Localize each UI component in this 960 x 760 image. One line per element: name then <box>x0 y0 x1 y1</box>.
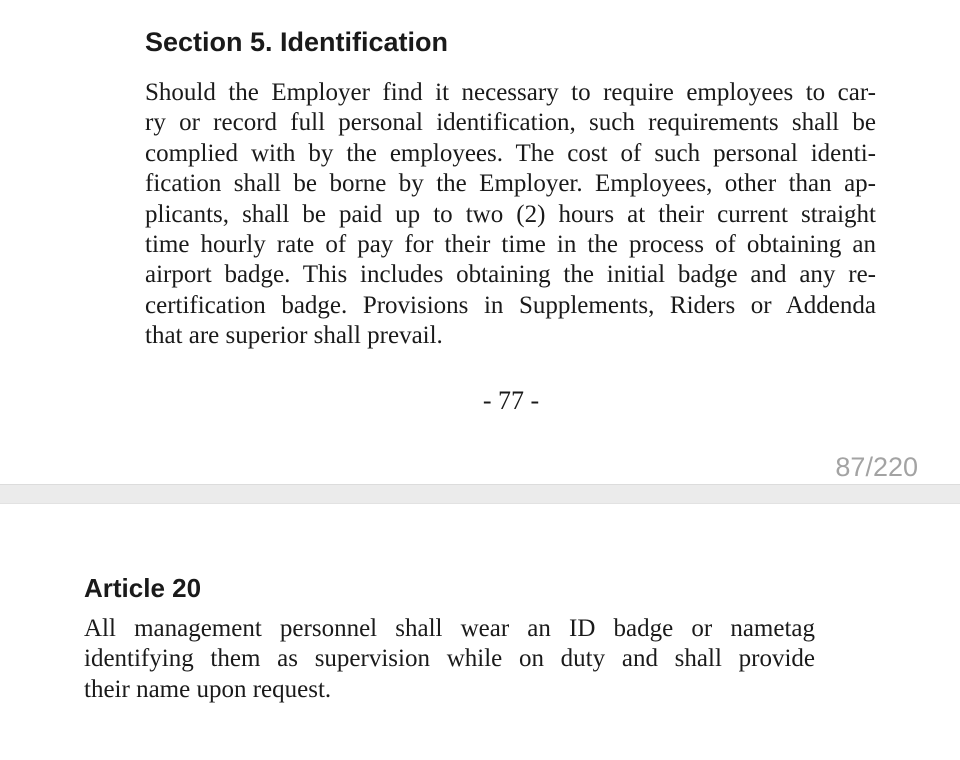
section-body-line: complied with by the employees. The cost of such personal identi- <box>145 139 876 167</box>
article-body-line: their name upon request. <box>84 675 332 703</box>
page-number: - 77 - <box>482 386 540 415</box>
section-heading: Section 5. Identification <box>145 27 449 57</box>
page-counter: 87/220 <box>835 452 918 482</box>
section-body-line: certification badge. Provisions in Supplements, Riders or Addenda <box>145 291 876 319</box>
article-body-line: All management personnel shall wear an ID badge or nametag <box>84 615 815 642</box>
section-body-line: plicants, shall be paid up to two (2) hours at their current straight <box>145 200 876 228</box>
section-body-line: airport badge. This includes obtaining the initial badge and any re- <box>145 261 876 289</box>
section-body-line: ry or record full personal identification, such requirements shall be <box>145 109 876 137</box>
section-body-line: fication shall be borne by the Employer. Employees, other than ap- <box>145 170 876 198</box>
section-body-line: Should the Employer find it necessary to require employees to car- <box>145 79 876 106</box>
section-body <box>145 78 876 352</box>
section-body-line: time hourly rate of pay for their time in the process of obtaining an <box>145 231 876 259</box>
section-body-line: that are superior shall prevail. <box>145 322 443 350</box>
article-body <box>84 614 815 705</box>
page-separator <box>0 484 960 504</box>
article-heading: Article 20 <box>84 573 202 603</box>
article-body-line: identifying them as supervision while on duty and shall provide <box>84 645 815 673</box>
